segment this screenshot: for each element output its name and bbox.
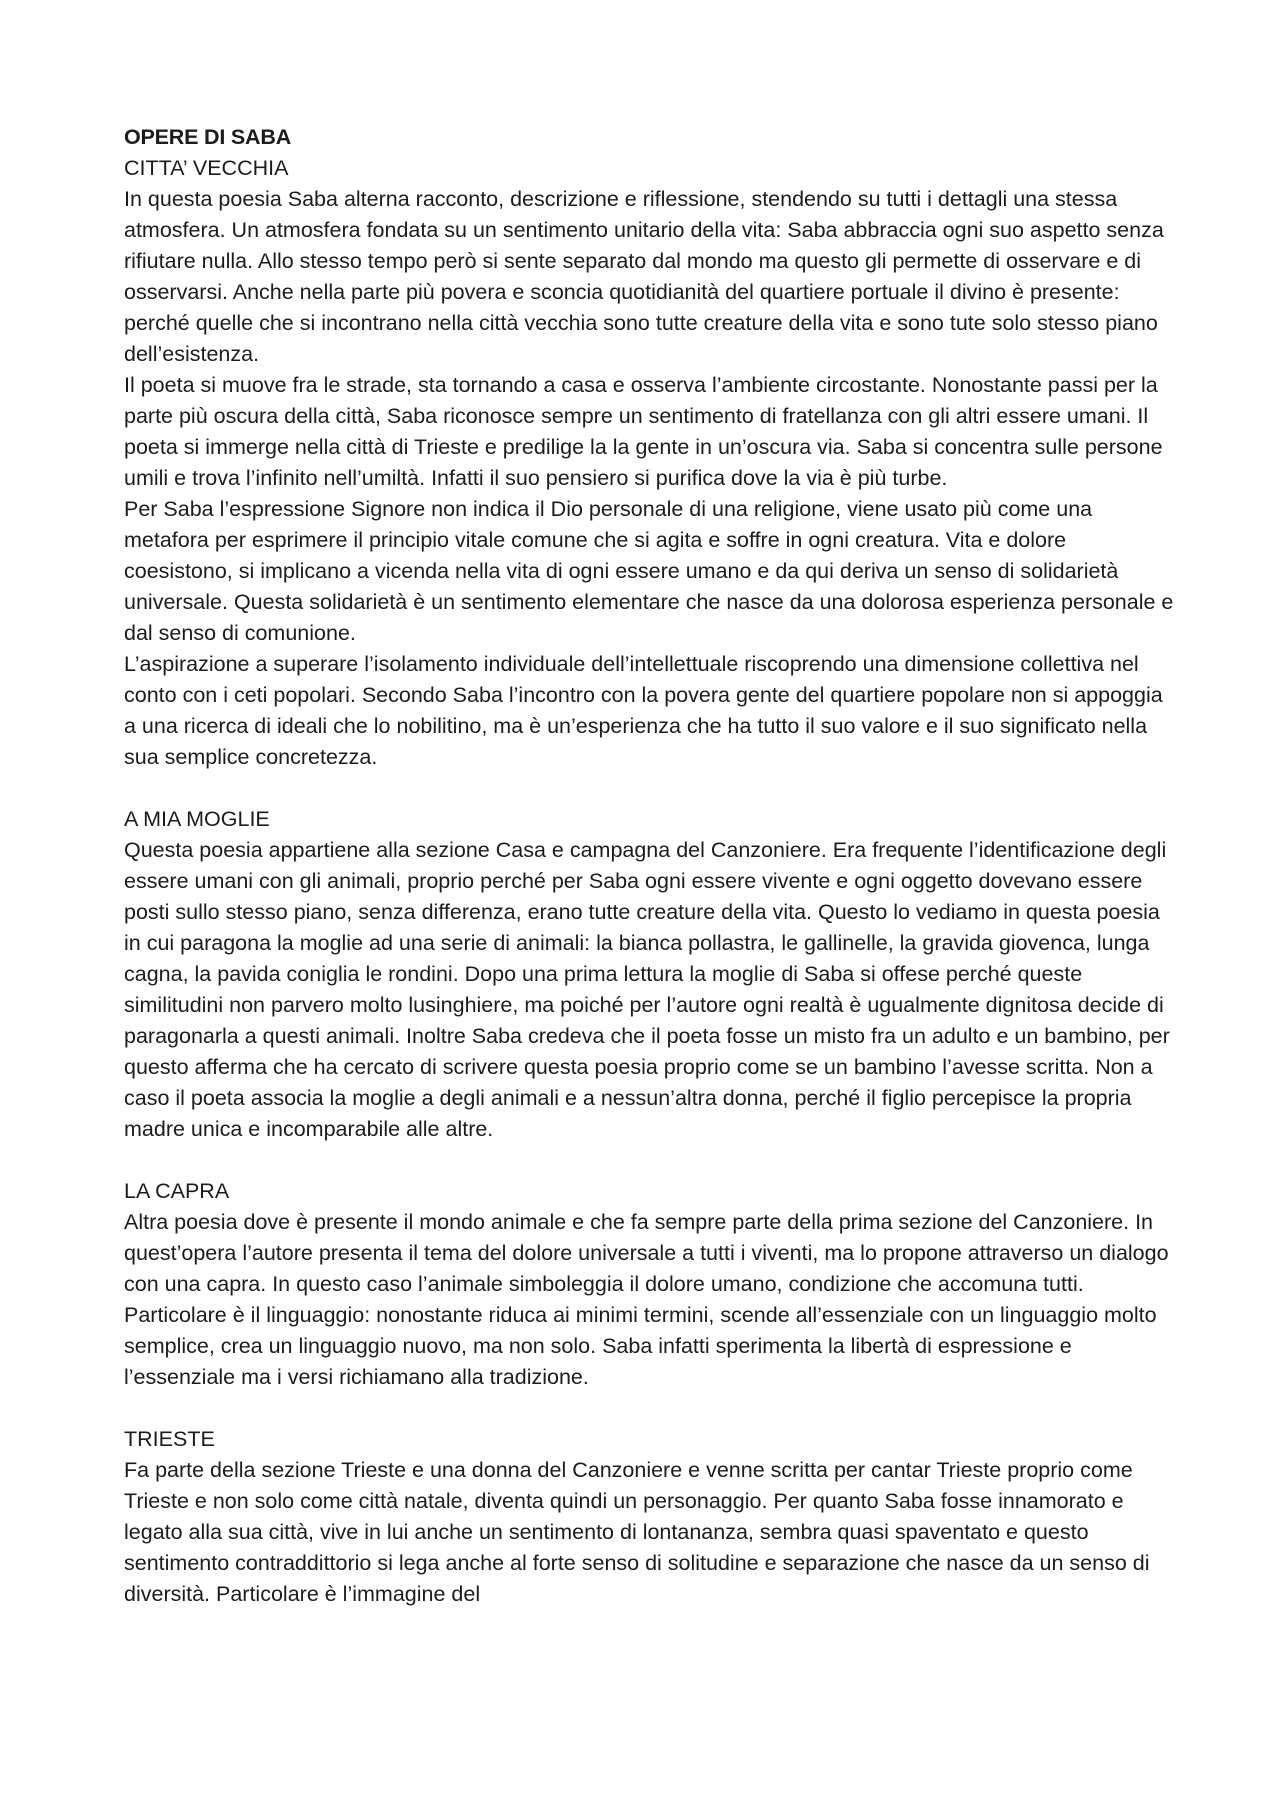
document-title: OPERE DI SABA (124, 125, 292, 149)
section-a-mia-moglie (124, 804, 1174, 1145)
paragraph: Per Saba l’espressione Signore non indica il Dio personale di una religione, viene usato più come una metafora per esprimere il principio vitale comune che si agita e soffre in ogni creatura. Vita e dolore coesistono, si implicano a vicenda nella vita di ogni essere umano e da qui deriva un senso di solidarietà universale. Questa solidarietà è un sentimento elementare che nasce da una dolorosa esperienza personale e dal senso di comunione. (124, 497, 1174, 645)
section-trieste (124, 1424, 1174, 1610)
section-heading: TRIESTE (124, 1427, 215, 1451)
section-heading: A MIA MOGLIE (124, 807, 270, 831)
paragraph: Altra poesia dove è presente il mondo animale e che fa sempre parte della prima sezione del Canzoniere. In quest’opera l’autore presenta il tema del dolore universale a tutti i viventi, ma lo propone attraverso un dialogo con una capra. In questo caso l’animale simboleggia il dolore umano, condizione che accomuna tutti. Particolare è il linguaggio: nonostante riduca ai minimi termini, scende all’essenziale con un linguaggio molto semplice, crea un linguaggio nuovo, ma non solo. Saba infatti sperimenta la libertà di espressione e l’essenziale ma i versi richiamano alla tradizione. (124, 1210, 1169, 1389)
paragraph: Fa parte della sezione Trieste e una donna del Canzoniere e venne scritta per cantar Trieste proprio come Trieste e non solo come città natale, diventa quindi un personaggio. Per quanto Saba fosse innamorato e legato alla sua città, vive in lui anche un sentimento di lontananza, sembra quasi spaventato e questo sentimento contraddittorio si lega anche al forte senso di solitudine e separazione che nasce da un senso di diversità. Particolare è l’immagine del (124, 1458, 1150, 1606)
section-heading: CITTA’ VECCHIA (124, 156, 289, 180)
section-la-capra (124, 1176, 1174, 1393)
section-heading: LA CAPRA (124, 1179, 230, 1203)
paragraph: L’aspirazione a superare l’isolamento individuale dell’intellettuale riscoprendo una dimensione collettiva nel conto con i ceti popolari. Secondo Saba l’incontro con la povera gente del quartiere popolare non si appoggia a una ricerca di ideali che lo nobilitino, ma è un’esperienza che ha tutto il suo valore e il suo significato nella sua semplice concretezza. (124, 652, 1163, 769)
paragraph: Questa poesia appartiene alla sezione Casa e campagna del Canzoniere. Era frequente l’identificazione degli essere umani con gli animali, proprio perché per Saba ogni essere vivente e ogni oggetto dovevano essere posti sullo stesso piano, senza differenza, erano tutte creature della vita. Questo lo vediamo in questa poesia in cui paragona la moglie ad una serie di animali: la bianca pollastra, le gallinelle, la gravida giovenca, lunga cagna, la pavida coniglia le rondini. Dopo una prima lettura la moglie di Saba si offese perché queste similitudini non parvero molto lusinghiere, ma poiché per l’autore ogni realtà è ugualmente dignitosa decide di paragonarla a questi animali. Inoltre Saba credeva che il poeta fosse un misto fra un adulto e un bambino, per questo afferma che ha cercato di scrivere questa poesia proprio come se un bambino l’avesse scritta. Non a caso il poeta associa la moglie a degli animali e a nessun’altra donna, perché il figlio percepisce la propria madre unica e incomparabile alle altre. (124, 838, 1170, 1141)
document-page (124, 122, 1174, 1610)
paragraph: In questa poesia Saba alterna racconto, descrizione e riflessione, stendendo su tutti i dettagli una stessa atmosfera. Un atmosfera fondata su un sentimento unitario della vita: Saba abbraccia ogni suo aspetto senza rifiutare nulla. Allo stesso tempo però si sente separato dal mondo ma questo gli permette di osservare e di osservarsi. Anche nella parte più povera e sconcia quotidianità del quartiere portuale il divino è presente: perché quelle che si incontrano nella città vecchia sono tutte creature della vita e sono tute solo stesso piano dell’esistenza. (124, 187, 1164, 366)
paragraph: Il poeta si muove fra le strade, sta tornando a casa e osserva l’ambiente circostante. Nonostante passi per la parte più oscura della città, Saba riconosce sempre un sentimento di fratellanza con gli altri essere umani. Il poeta si immerge nella città di Trieste e predilige la la gente in un’oscura via. Saba si concentra sulle persone umili e trova l’infinito nell’umiltà. Infatti il suo pensiero si purifica dove la via è più turbe. (124, 373, 1163, 490)
section-citta-vecchia (124, 153, 1174, 773)
